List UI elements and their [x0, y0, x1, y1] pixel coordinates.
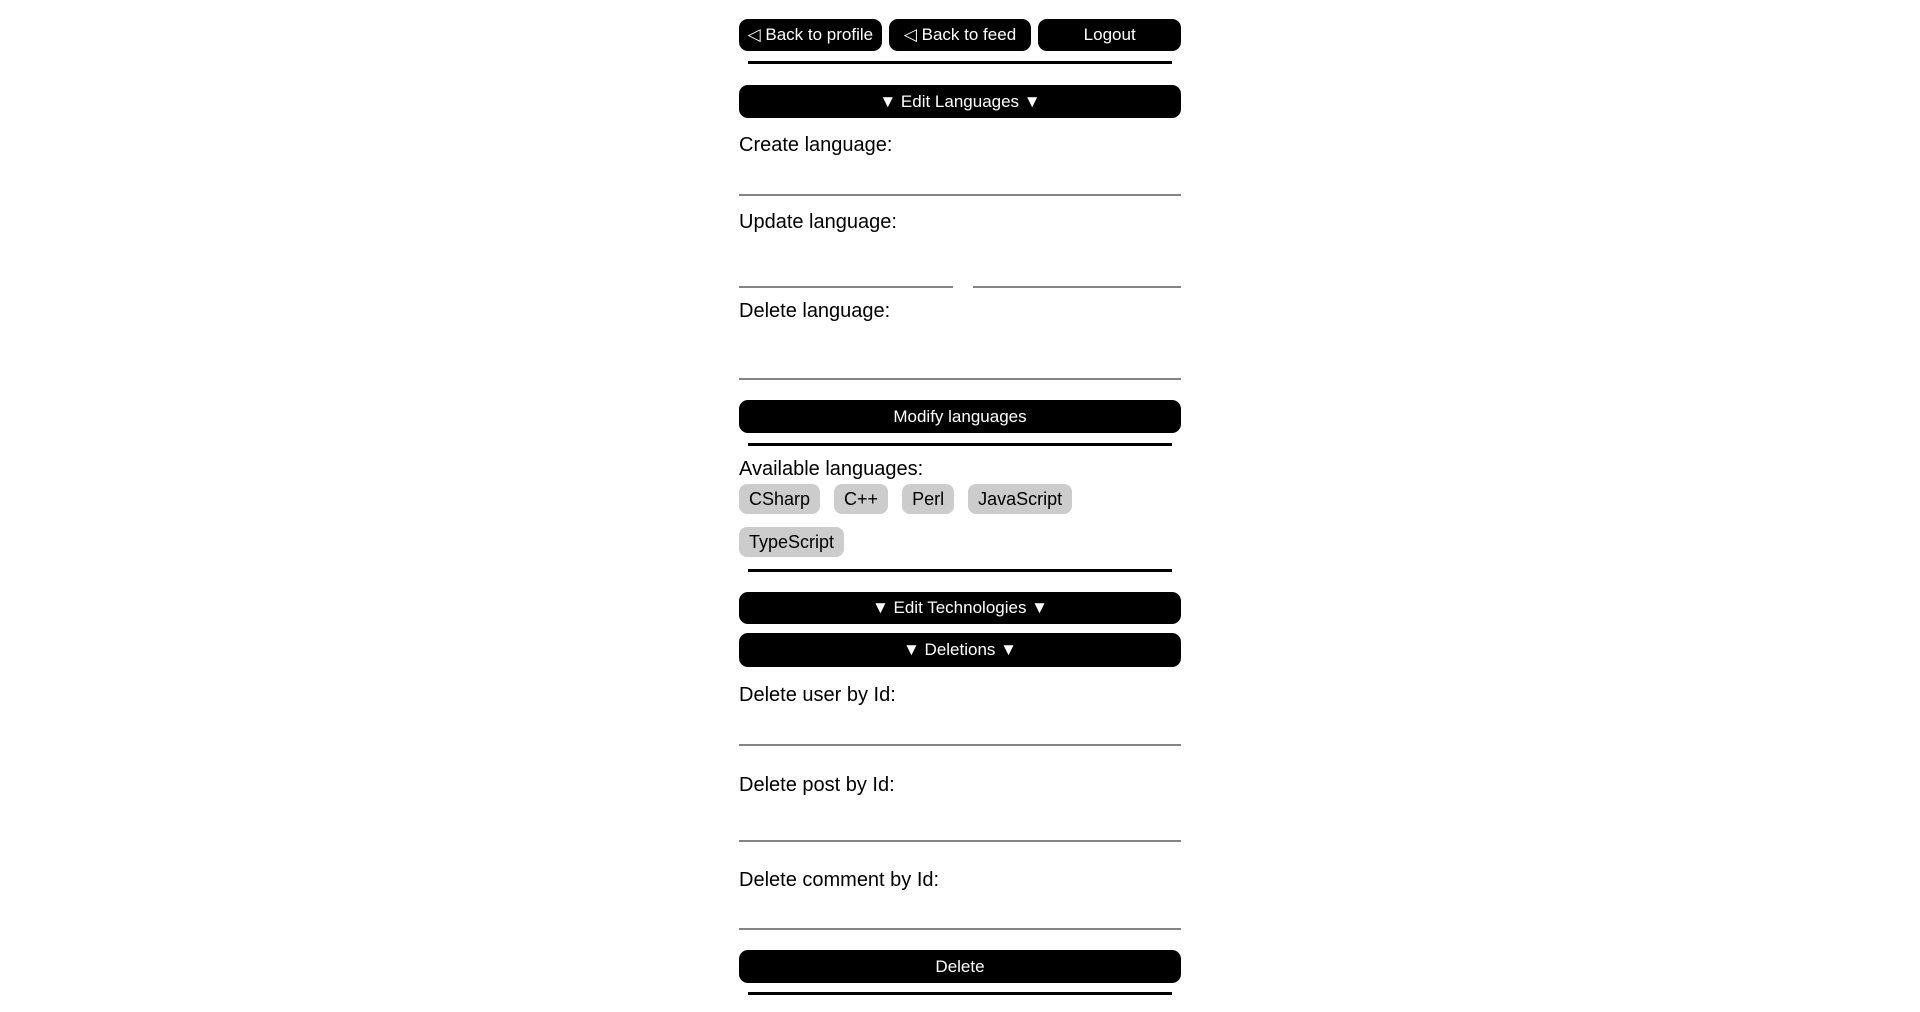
update-language-row	[739, 264, 1181, 288]
delete-user-id-input[interactable]	[739, 722, 1181, 746]
edit-languages-toggle[interactable]: ▼ Edit Languages ▼	[739, 85, 1181, 118]
delete-language-input[interactable]	[739, 356, 1181, 380]
delete-comment-label: Delete comment by Id:	[739, 869, 940, 891]
back-to-feed-button[interactable]: ◁ Back to feed	[889, 19, 1032, 51]
divider	[748, 569, 1172, 572]
create-language-label: Create language:	[739, 134, 893, 156]
logout-button[interactable]: Logout	[1038, 19, 1181, 51]
language-chip-list	[739, 484, 1181, 557]
divider	[748, 443, 1172, 446]
update-language-label: Update language:	[739, 211, 897, 233]
modify-languages-button[interactable]: Modify languages	[739, 400, 1181, 433]
language-chip[interactable]: Perl	[902, 484, 954, 514]
available-languages-label: Available languages:	[739, 458, 924, 480]
delete-post-id-input[interactable]	[739, 818, 1181, 842]
language-chip[interactable]: CSharp	[739, 484, 820, 514]
delete-comment-id-input[interactable]	[739, 906, 1181, 930]
divider	[748, 992, 1172, 995]
delete-user-label: Delete user by Id:	[739, 684, 896, 706]
language-chip[interactable]: TypeScript	[739, 527, 844, 557]
update-language-old-input[interactable]	[739, 264, 953, 288]
top-nav	[739, 19, 1181, 51]
delete-language-label: Delete language:	[739, 300, 891, 322]
language-chip[interactable]: C++	[834, 484, 888, 514]
divider	[748, 61, 1172, 64]
back-to-profile-button[interactable]: ◁ Back to profile	[739, 19, 882, 51]
deletions-toggle[interactable]: ▼ Deletions ▼	[739, 633, 1181, 667]
delete-button[interactable]: Delete	[739, 950, 1181, 983]
update-language-new-input[interactable]	[973, 264, 1181, 288]
language-chip[interactable]: JavaScript	[968, 484, 1072, 514]
edit-technologies-toggle[interactable]: ▼ Edit Technologies ▼	[739, 592, 1181, 624]
delete-post-label: Delete post by Id:	[739, 774, 895, 796]
create-language-input[interactable]	[739, 172, 1181, 196]
